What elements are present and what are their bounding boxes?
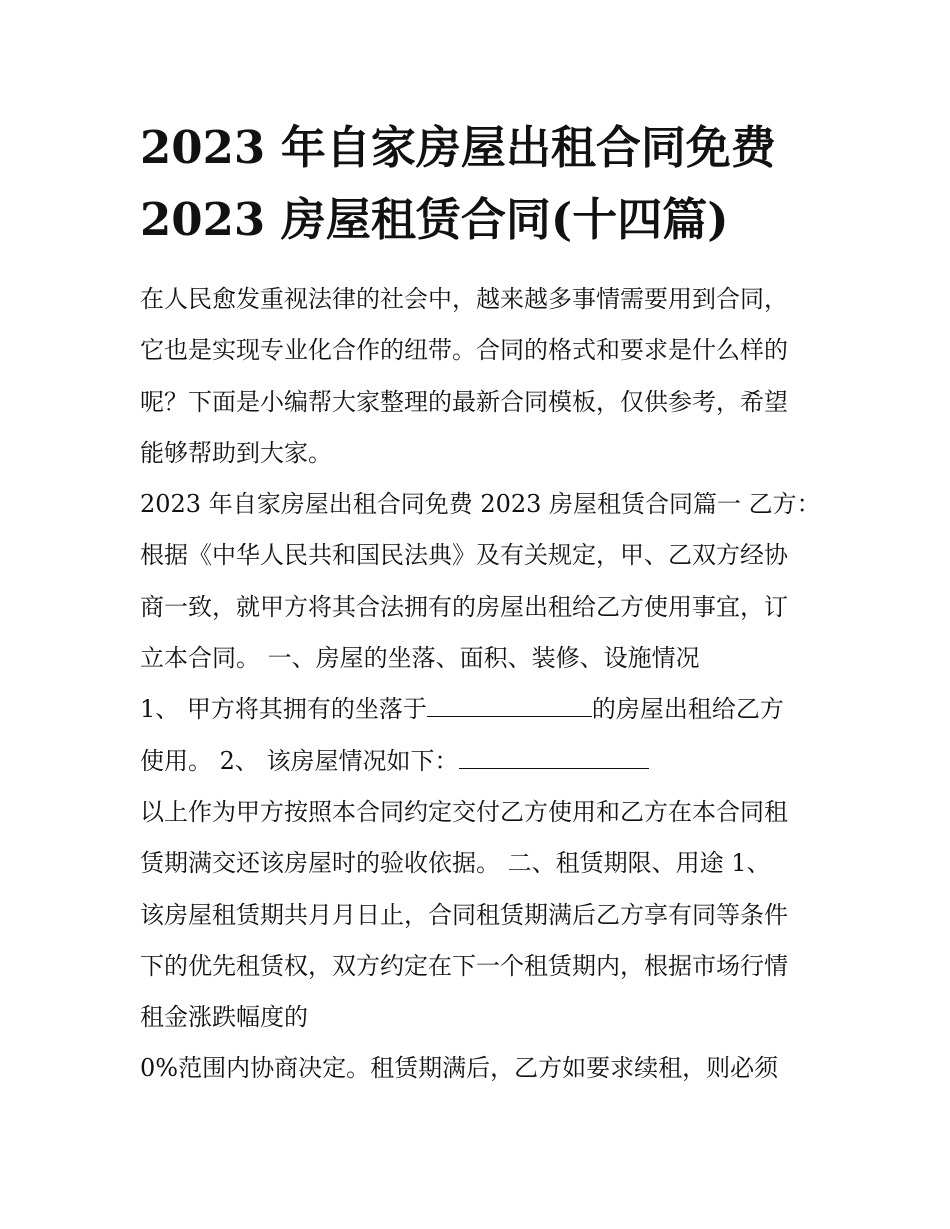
body-line-7: 商一致，就甲方将其合法拥有的房屋出租给乙方使用事宜，订 bbox=[140, 592, 788, 621]
clause-2-text: 使用。 2、 该房屋情况如下： bbox=[140, 746, 459, 775]
title-line-1: 2023 年自家房屋出租合同免费 bbox=[140, 121, 776, 174]
document-body bbox=[140, 274, 820, 1095]
body-line-8: 立本合同。 一、房屋的坐落、面积、装修、设施情况 bbox=[140, 644, 700, 673]
location-blank bbox=[427, 694, 592, 717]
body-line-2: 它也是实现专业化合作的纽带。合同的格式和要求是什么样的 bbox=[140, 336, 788, 365]
title-line-2: 2023 房屋租赁合同(十四篇) bbox=[140, 193, 729, 246]
body-line-5: 2023 年自家房屋出租合同免费 2023 房屋租赁合同篇一 乙方： bbox=[140, 490, 821, 519]
body-line-4: 能够帮助到大家。 bbox=[140, 438, 332, 467]
body-line-10 bbox=[140, 736, 820, 787]
body-line-9 bbox=[140, 684, 820, 735]
body-line-12: 赁期满交还该房屋时的验收依据。 二、租赁期限、用途 1、 bbox=[140, 849, 771, 878]
document-title bbox=[140, 112, 830, 256]
clause-1-text-end: 的房屋出租给乙方 bbox=[591, 695, 784, 724]
body-line-6: 根据《中华人民共和国民法典》及有关规定，甲、乙双方经协 bbox=[140, 541, 788, 570]
body-line-15: 租金涨跌幅度的 bbox=[140, 1003, 308, 1032]
body-line-11: 以上作为甲方按照本合同约定交付乙方使用和乙方在本合同租 bbox=[140, 797, 788, 826]
body-line-3: 呢？下面是小编帮大家整理的最新合同模板，仅供参考，希望 bbox=[140, 387, 788, 416]
body-line-1: 在人民愈发重视法律的社会中，越来越多事情需要用到合同， bbox=[140, 285, 788, 313]
condition-blank bbox=[459, 746, 649, 769]
body-line-16: 0%范围内协商决定。租赁期满后，乙方如要求续租，则必须 bbox=[140, 1054, 779, 1083]
clause-1-text: 1、 甲方将其拥有的坐落于 bbox=[140, 695, 427, 724]
body-line-13: 该房屋租赁期共月月日止，合同租赁期满后乙方享有同等条件 bbox=[140, 900, 788, 929]
body-line-14: 下的优先租赁权，双方约定在下一个租赁期内，根据市场行情 bbox=[140, 951, 788, 980]
